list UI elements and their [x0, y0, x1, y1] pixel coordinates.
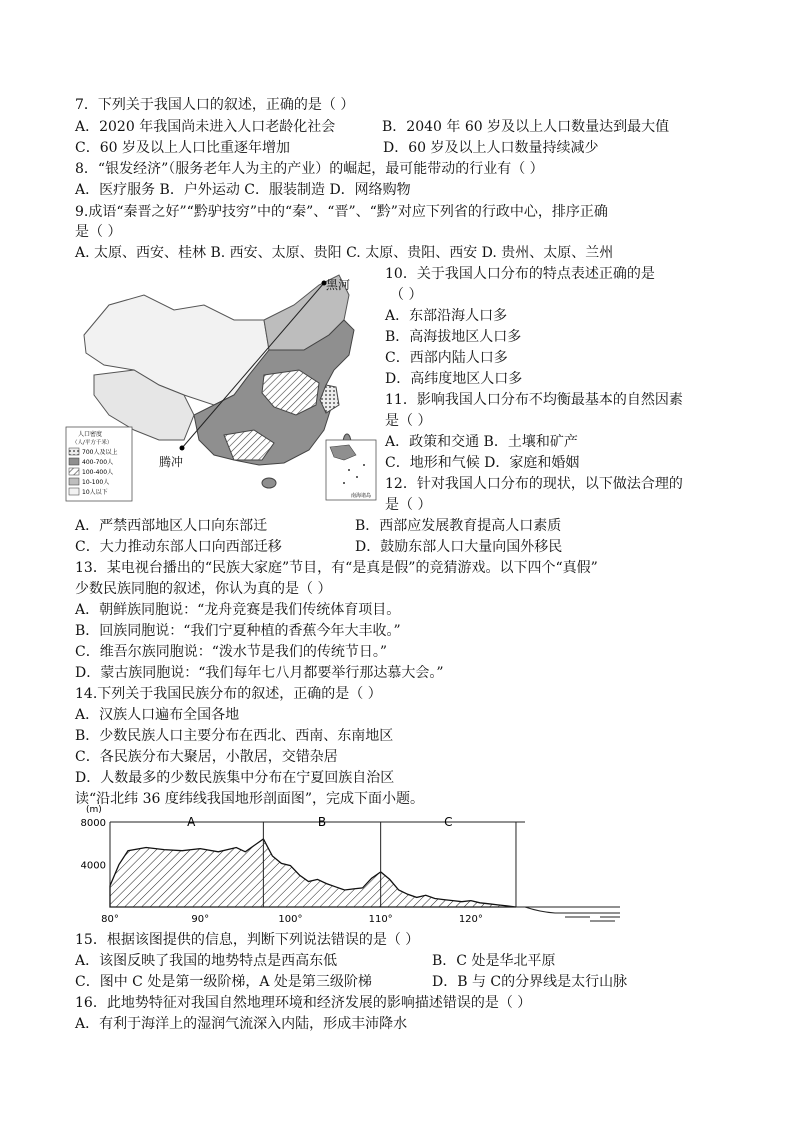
zone-label: A: [187, 815, 196, 829]
terrain-profile-chart: [70, 800, 630, 925]
legend-unit: （人/平方千米）: [72, 440, 113, 446]
terrain-profile-area: [110, 839, 516, 907]
q15-stem: 15．根据该图提供的信息，判断下列说法错误的是（ ）: [75, 932, 420, 948]
legend-item: 10人以下: [82, 489, 108, 496]
city-heihe-label: 黑河: [326, 278, 351, 292]
legend-item: 100-400人: [82, 469, 114, 476]
q13-stem-line1: 13．某电视台播出的“民族大家庭”节目，有“是真是假”的竞猜游戏。以下四个“真假”: [75, 560, 598, 576]
q11-stem: 11．影响我国人口分布不均衡最基本的自然因素: [385, 392, 683, 408]
south-china-sea-inset: [326, 440, 376, 500]
q13-stem-line2: 少数民族同胞的叙述，你认为真的是（ ）: [75, 581, 332, 597]
x-tick-label: 120°: [458, 914, 483, 925]
q11-paren: 是（ ）: [385, 413, 432, 429]
q14-stem: 14.下列关于我国民族分布的叙述，正确的是（ ）: [75, 686, 382, 702]
q16-option-a: A．有利于海洋上的湿润气流深入内陆，形成丰沛降水: [75, 1016, 408, 1032]
y-tick-label: 4000: [80, 860, 106, 872]
legend-item: 400-700人: [82, 459, 114, 466]
q15-option-c: C．图中 C 处是第一级阶梯，A 处是第三级阶梯: [75, 974, 372, 990]
q12-option-d: D．鼓励东部人口大量向国外移民: [355, 539, 563, 555]
q7-option-b: B．2040 年 60 岁及以上人口数量达到最大值: [382, 119, 670, 135]
q15-option-d: D．B 与 C的分界线是太行山脉: [432, 974, 628, 990]
q7-stem: 7．下列关于我国人口的叙述，正确的是（ ）: [75, 97, 355, 113]
q8-stem: 8．“银发经济”（服务老年人为主的产业）的崛起，最可能带动的行业有（ ）: [75, 161, 544, 177]
q13-option-d: D．蒙古族同胞说：“我们每年七八月都要举行那达慕大会。”: [75, 665, 444, 681]
x-tick-label: 90°: [191, 914, 210, 925]
y-tick-label: 8000: [80, 818, 106, 829]
legend-item: 10-100人: [82, 479, 110, 486]
q13-option-c: C．维吾尔族同胞说：“泼水节是我们的传统节日。”: [75, 644, 388, 660]
q14-option-a: A．汉族人口遍布全国各地: [75, 707, 240, 723]
population-density-map: [64, 265, 380, 505]
q15-option-a: A．该图反映了我国的地势特点是西高东低: [75, 953, 338, 969]
q10-option-b: B．高海拔地区人口多: [385, 329, 522, 345]
q16-stem: 16．此地势特征对我国自然地理环境和经济发展的影响描述错误的是（ ）: [75, 995, 532, 1011]
q12-stem: 12．针对我国人口分布的现状，以下做法合理的: [385, 476, 683, 492]
q9-stem-line1: 9.成语“秦晋之好”“黔驴技穷”中的“秦”、“晋”、“黔”对应下列省的行政中心，排序正确: [75, 204, 608, 220]
q9-options: A. 太原、西安、桂林 B. 西安、太原、贵阳 C. 太原、贵阳、西安 D. 贵州、太原、兰州: [75, 245, 614, 261]
q10-option-d: D．高纬度地区人口多: [385, 371, 523, 387]
q14-option-d: D．人数最多的少数民族集中分布在宁夏回族自治区: [75, 770, 395, 786]
q10-paren: （ ）: [390, 287, 423, 303]
q8-options: A．医疗服务 B．户外运动 C．服装制造 D．网络购物: [75, 182, 411, 198]
q13-option-b: B．回族同胞说：“我们宁夏种植的香蕉今年大丰收。”: [75, 623, 401, 639]
q11-options-cd: C．地形和气候 D．家庭和婚姻: [385, 455, 580, 471]
q12-option-c: C．大力推动东部人口向西部迁移: [75, 539, 282, 555]
city-tengchong-label: 腾冲: [159, 455, 184, 469]
q13-option-a: A．朝鲜族同胞说：“龙舟竞赛是我们传统体育项目。: [75, 602, 401, 618]
q7-option-a: A．2020 年我国尚未进入人口老龄化社会: [75, 119, 336, 135]
q10-option-a: A．东部沿海人口多: [385, 308, 508, 324]
q14-option-c: C．各民族分布大聚居，小散居，交错杂居: [75, 749, 338, 765]
q12-option-a: A．严禁西部地区人口向东部迁: [75, 518, 268, 534]
q7-option-d: D．60 岁及以上人口数量持续减少: [383, 140, 599, 156]
q7-option-c: C．60 岁及以上人口比重逐年增加: [75, 140, 290, 156]
inset-label: 南海诸岛: [351, 493, 372, 499]
q10-option-c: C．西部内陆人口多: [385, 350, 508, 366]
x-tick-label: 110°: [368, 914, 393, 925]
q14-option-b: B．少数民族人口主要分布在西北、西南、东南地区: [75, 728, 394, 744]
profile-intro: 读“沿北纬 36 度纬线我国地形剖面图”，完成下面小题。: [75, 791, 425, 807]
y-axis-label: (m): [86, 805, 102, 815]
hainan-island: [262, 478, 276, 488]
legend-title: 人口密度: [78, 431, 103, 438]
zone-label: C: [444, 815, 453, 829]
q12-option-b: B．西部应发展教育提高人口素质: [355, 518, 562, 534]
zone-label: B: [317, 815, 327, 829]
x-tick-label: 100°: [278, 914, 303, 925]
map-legend: [66, 427, 132, 501]
q10-stem: 10．关于我国人口分布的特点表述正确的是: [385, 266, 655, 282]
sea-surface: [525, 907, 620, 913]
q9-stem-line2: 是（ ）: [75, 224, 122, 240]
legend-item: 700人及以上: [82, 449, 118, 456]
q15-option-b: B．C 处是华北平原: [432, 953, 556, 969]
q12-paren: 是（ ）: [385, 497, 432, 513]
q11-options-ab: A．政策和交通 B．土壤和矿产: [385, 434, 578, 450]
x-tick-label: 80°: [101, 914, 119, 925]
